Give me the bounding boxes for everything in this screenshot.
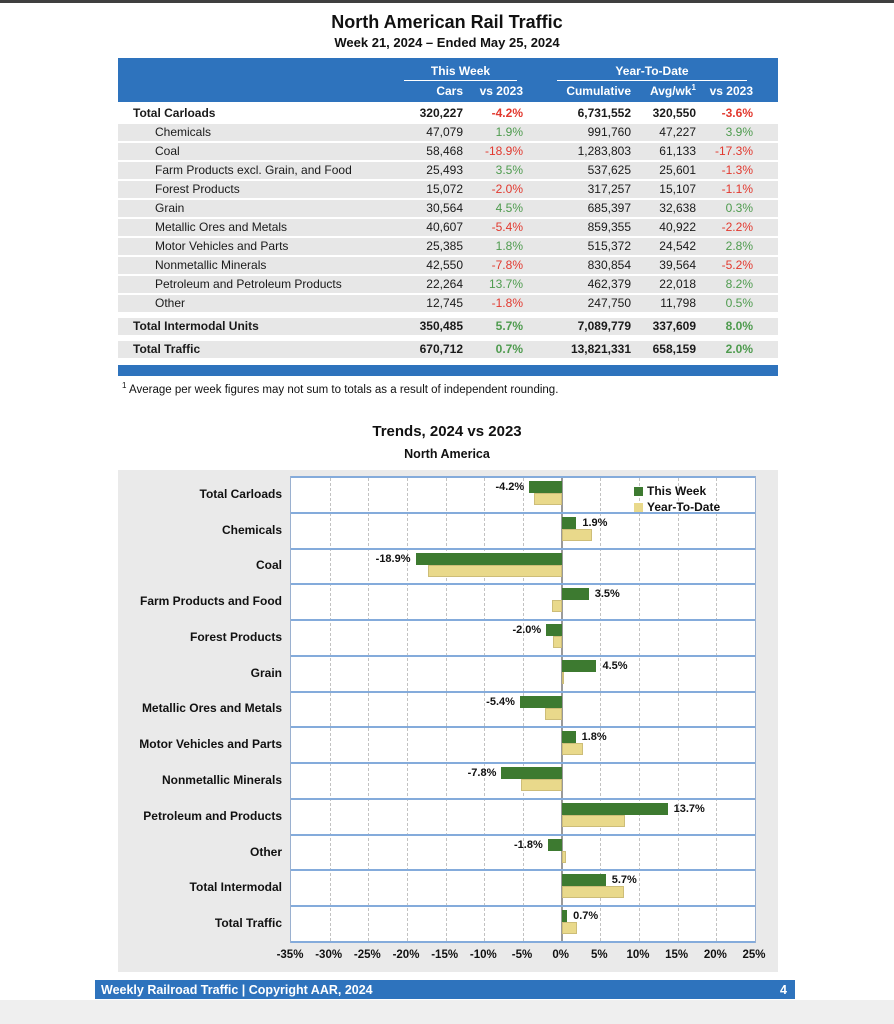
x-axis-tick-label: 15%	[665, 949, 689, 961]
table-cell: 61,133	[659, 144, 696, 158]
table-cell: 991,760	[587, 125, 631, 139]
table-cell: Metallic Ores and Metals	[155, 220, 288, 234]
page-subtitle: Week 21, 2024 – Ended May 25, 2024	[334, 35, 560, 50]
ytd-bar-forest-products	[553, 636, 562, 648]
table-row-total-traffic	[118, 341, 778, 358]
table-row-total-carloads	[118, 105, 778, 122]
this-week-bar-grain	[562, 660, 597, 672]
group-header-year-to-date: Year-To-Date	[557, 64, 747, 81]
category-label-total-traffic: Total Traffic	[214, 916, 282, 931]
table-cell: -2.0%	[491, 182, 523, 196]
x-axis-tick-label: 10%	[626, 949, 650, 961]
ytd-bar-farm-products-and-food	[552, 600, 562, 612]
legend-swatch-this-week-icon	[634, 487, 643, 496]
category-label-total-carloads: Total Carloads	[199, 486, 282, 501]
bar-value-label-total-carloads: -4.2%	[495, 481, 525, 493]
table-row-farm-products-excl-grain-and-food	[118, 162, 778, 179]
ytd-bar-total-carloads	[534, 493, 562, 505]
x-axis-tick-label: -15%	[431, 949, 459, 961]
table-row-metallic-ores-and-metals	[118, 219, 778, 236]
band-separator-line	[291, 869, 755, 871]
table-cell: 8.0%	[725, 319, 753, 333]
ytd-bar-petroleum-and-products	[562, 815, 625, 827]
this-week-bar-total-intermodal	[562, 874, 606, 886]
table-cell: 3.9%	[725, 125, 753, 139]
table-cell: 658,159	[652, 342, 696, 356]
band-separator-line	[291, 583, 755, 585]
this-week-bar-nonmetallic-minerals	[501, 767, 561, 779]
table-bottom-bar	[118, 365, 778, 376]
bar-value-label-coal: -18.9%	[375, 552, 411, 565]
table-cell: 337,609	[652, 319, 696, 333]
bar-value-label-metallic-ores-and-metals: -5.4%	[486, 695, 515, 708]
legend-item-year-to-date	[634, 499, 720, 515]
category-label-coal: Coal	[255, 558, 282, 573]
table-cell: 515,372	[587, 239, 631, 253]
ytd-bar-total-traffic	[562, 922, 577, 934]
category-label-metallic-ores-and-metals: Metallic Ores and Metals	[141, 701, 282, 716]
table-cell: 25,493	[426, 163, 463, 177]
band-separator-line	[291, 691, 755, 693]
this-week-bar-petroleum-and-products	[562, 803, 668, 815]
chart-title: Trends, 2024 vs 2023	[372, 423, 522, 440]
ytd-bar-motor-vehicles-and-parts	[562, 743, 584, 755]
table-cell: 830,854	[587, 258, 631, 272]
table-cell: 47,227	[659, 125, 696, 139]
table-cell: -2.2%	[721, 220, 753, 234]
ytd-bar-chemicals	[562, 529, 592, 541]
table-cell: 3.5%	[495, 163, 523, 177]
table-cell: 350,485	[419, 319, 463, 333]
band-separator-line	[291, 619, 755, 621]
bar-value-label-total-traffic: 0.7%	[573, 910, 599, 923]
table-header	[118, 58, 778, 102]
table-cell: 40,922	[659, 220, 696, 234]
band-separator-line	[291, 941, 755, 943]
table-cell: 24,542	[659, 239, 696, 253]
band-separator-line	[291, 798, 755, 800]
category-label-nonmetallic-minerals: Nonmetallic Minerals	[161, 773, 282, 788]
page-bottom-strip	[0, 1000, 894, 1024]
table-cell: 4.5%	[495, 201, 523, 215]
table-cell: -3.6%	[721, 106, 753, 120]
legend-label-year-to-date: Year-To-Date	[647, 500, 721, 514]
table-cell: 15,072	[426, 182, 463, 196]
table-cell: 58,468	[426, 144, 463, 158]
table-cell: 247,750	[587, 296, 631, 310]
x-axis-tick-label: -20%	[392, 949, 420, 961]
this-week-bar-chemicals	[562, 517, 577, 529]
table-cell: 11,798	[660, 296, 696, 310]
table-cell: 0.5%	[725, 296, 753, 310]
x-axis-tick-label: 5%	[591, 949, 608, 961]
band-separator-line	[291, 726, 755, 728]
category-label-forest-products: Forest Products	[189, 629, 282, 644]
table-cell: 42,550	[426, 258, 463, 272]
rail-traffic-table	[118, 58, 778, 376]
this-week-bar-motor-vehicles-and-parts	[562, 731, 576, 743]
table-cell: 47,079	[426, 125, 463, 139]
table-cell: -4.2%	[491, 106, 523, 120]
table-row-other	[118, 295, 778, 312]
table-row-petroleum-and-petroleum-products	[118, 276, 778, 293]
table-cell: Farm Products excl. Grain, and Food	[155, 163, 352, 177]
trends-chart	[118, 470, 778, 972]
ytd-bar-grain	[562, 672, 564, 684]
bar-value-label-nonmetallic-minerals: -7.8%	[467, 767, 497, 780]
band-separator-line	[291, 762, 755, 764]
this-week-bar-coal	[416, 553, 562, 565]
bar-value-label-grain: 4.5%	[602, 659, 628, 672]
page-title: North American Rail Traffic	[331, 12, 563, 32]
table-cell: -1.8%	[491, 296, 523, 310]
band-separator-line	[291, 905, 755, 907]
table-cell: 537,625	[587, 163, 631, 177]
category-label-chemicals: Chemicals	[221, 522, 282, 537]
table-cell: 30,564	[426, 201, 463, 215]
table-cell: Coal	[155, 144, 180, 158]
band-separator-line	[291, 548, 755, 550]
column-header-vs-2023-ytd: vs 2023	[709, 83, 753, 98]
table-cell: 1.9%	[495, 125, 523, 139]
ytd-bar-coal	[428, 565, 562, 577]
chart-subtitle: North America	[404, 447, 490, 461]
table-cell: 317,257	[587, 182, 631, 196]
table-row-grain	[118, 200, 778, 217]
category-label-motor-vehicles-and-parts: Motor Vehicles and Parts	[139, 737, 282, 752]
legend-label-this-week: This Week	[647, 484, 707, 498]
band-separator-line	[291, 476, 755, 478]
category-label-total-intermodal: Total Intermodal	[189, 880, 282, 895]
table-cell: -1.3%	[721, 163, 753, 177]
table-cell: Total Traffic	[133, 342, 201, 356]
category-label-grain: Grain	[250, 665, 282, 680]
ytd-bar-total-intermodal	[562, 886, 624, 898]
chart-plot-area	[290, 476, 756, 943]
ytd-bar-other	[562, 851, 566, 863]
this-week-bar-farm-products-and-food	[562, 588, 589, 600]
table-cell: 685,397	[587, 201, 631, 215]
table-cell: 1,283,803	[577, 144, 631, 158]
table-cell: 6,731,552	[577, 106, 631, 120]
table-cell: 859,355	[587, 220, 631, 234]
table-cell: Chemicals	[155, 125, 212, 139]
ytd-bar-nonmetallic-minerals	[521, 779, 561, 791]
table-cell: 39,564	[659, 258, 696, 272]
bar-value-label-forest-products: -2.0%	[512, 624, 542, 637]
table-cell: 22,264	[426, 277, 463, 291]
table-cell: 32,638	[659, 201, 696, 215]
table-row-chemicals	[118, 124, 778, 141]
this-week-bar-metallic-ores-and-metals	[520, 696, 562, 708]
table-cell: -1.1%	[721, 182, 753, 196]
table-cell: 25,601	[659, 163, 696, 177]
table-row-motor-vehicles-and-parts	[118, 238, 778, 255]
table-cell: 670,712	[419, 342, 463, 356]
table-cell: 40,607	[426, 220, 463, 234]
avg-wk-footnote-marker: 1	[691, 83, 696, 92]
table-footnote	[122, 381, 558, 396]
table-cell: 2.8%	[725, 239, 753, 253]
table-row-coal	[118, 143, 778, 160]
legend-swatch-year-to-date-icon	[634, 503, 643, 512]
category-label-other: Other	[249, 844, 282, 859]
band-separator-line	[291, 655, 755, 657]
this-week-bar-total-carloads	[529, 481, 561, 493]
table-cell: 25,385	[426, 239, 463, 253]
bar-value-label-chemicals: 1.9%	[582, 516, 608, 529]
category-label-petroleum-and-products: Petroleum and Products	[143, 808, 282, 823]
table-cell: 22,018	[659, 277, 696, 291]
table-cell: 15,107	[659, 182, 696, 196]
bar-value-label-other: -1.8%	[514, 838, 543, 851]
ytd-bar-metallic-ores-and-metals	[545, 708, 562, 720]
category-label-farm-products-and-food: Farm Products and Food	[139, 594, 282, 609]
this-week-bar-total-traffic	[562, 910, 567, 922]
this-week-bar-other	[548, 839, 562, 851]
table-cell: Other	[155, 296, 186, 310]
table-cell: -17.3%	[714, 144, 753, 158]
table-cell: 320,227	[419, 106, 463, 120]
table-cell: -5.2%	[721, 258, 753, 272]
table-cell: 7,089,779	[577, 319, 631, 333]
table-cell: -18.9%	[484, 144, 523, 158]
bar-value-label-petroleum-and-products: 13.7%	[673, 802, 705, 815]
footer-page-number: 4	[780, 982, 787, 997]
x-axis-tick-label: 0%	[552, 949, 569, 961]
table-cell: Motor Vehicles and Parts	[155, 239, 289, 253]
table-cell: 0.7%	[495, 342, 523, 356]
footer-text: Weekly Railroad Traffic | Copyright AAR, 2024	[101, 982, 373, 997]
x-axis-tick-label: 20%	[703, 949, 727, 961]
x-axis-tick-label: -25%	[353, 949, 381, 961]
x-axis-tick-label: -5%	[511, 949, 533, 961]
band-separator-line	[291, 834, 755, 836]
table-cell: 0.3%	[725, 201, 753, 215]
group-header-this-week: This Week	[404, 64, 517, 81]
bar-value-label-total-intermodal: 5.7%	[611, 874, 637, 887]
table-body	[118, 105, 778, 358]
x-axis-tick-label: -30%	[315, 949, 343, 961]
footnote-text: Average per week figures may not sum to totals as a result of independent rounding.	[129, 383, 559, 396]
table-cell: -5.4%	[491, 220, 523, 234]
table-cell: Total Intermodal Units	[133, 319, 259, 333]
column-header-cumulative: Cumulative	[566, 83, 631, 98]
page-top-edge	[0, 0, 894, 3]
table-cell: 462,379	[587, 277, 631, 291]
column-header-avg-wk: Avg/$wk^1$	[649, 83, 696, 98]
this-week-bar-forest-products	[546, 624, 561, 636]
table-cell: 13,821,331	[570, 342, 631, 356]
footer-bar	[95, 980, 795, 999]
table-cell: 320,550	[652, 106, 696, 120]
x-axis-tick-label: -35%	[276, 949, 304, 961]
x-axis-tick-label: -10%	[469, 949, 497, 961]
table-cell: 1.8%	[495, 239, 523, 253]
bar-value-label-farm-products-and-food: 3.5%	[594, 588, 620, 601]
table-cell: Petroleum and Petroleum Products	[155, 277, 342, 291]
table-cell: 13.7%	[488, 277, 523, 291]
table-row-forest-products	[118, 181, 778, 198]
legend-item-this-week	[634, 483, 720, 499]
table-cell: Total Carloads	[133, 106, 216, 120]
bar-value-label-motor-vehicles-and-parts: 1.8%	[581, 731, 607, 744]
column-header-cars: Cars	[436, 83, 463, 98]
table-cell: Nonmetallic Minerals	[155, 258, 267, 272]
table-cell: Grain	[155, 201, 185, 215]
chart-legend	[634, 483, 720, 515]
table-cell: 12,745	[426, 296, 463, 310]
x-axis-tick-label: 25%	[742, 949, 766, 961]
table-cell: 2.0%	[725, 342, 753, 356]
column-header-vs-2023-week: vs 2023	[479, 83, 523, 98]
table-cell: 5.7%	[495, 319, 523, 333]
table-row-nonmetallic-minerals	[118, 257, 778, 274]
footnote-marker: 1	[122, 381, 127, 390]
table-cell: Forest Products	[155, 182, 240, 196]
table-row-total-intermodal-units	[118, 318, 778, 335]
table-cell: -7.8%	[491, 258, 523, 272]
table-cell: 8.2%	[725, 277, 753, 291]
